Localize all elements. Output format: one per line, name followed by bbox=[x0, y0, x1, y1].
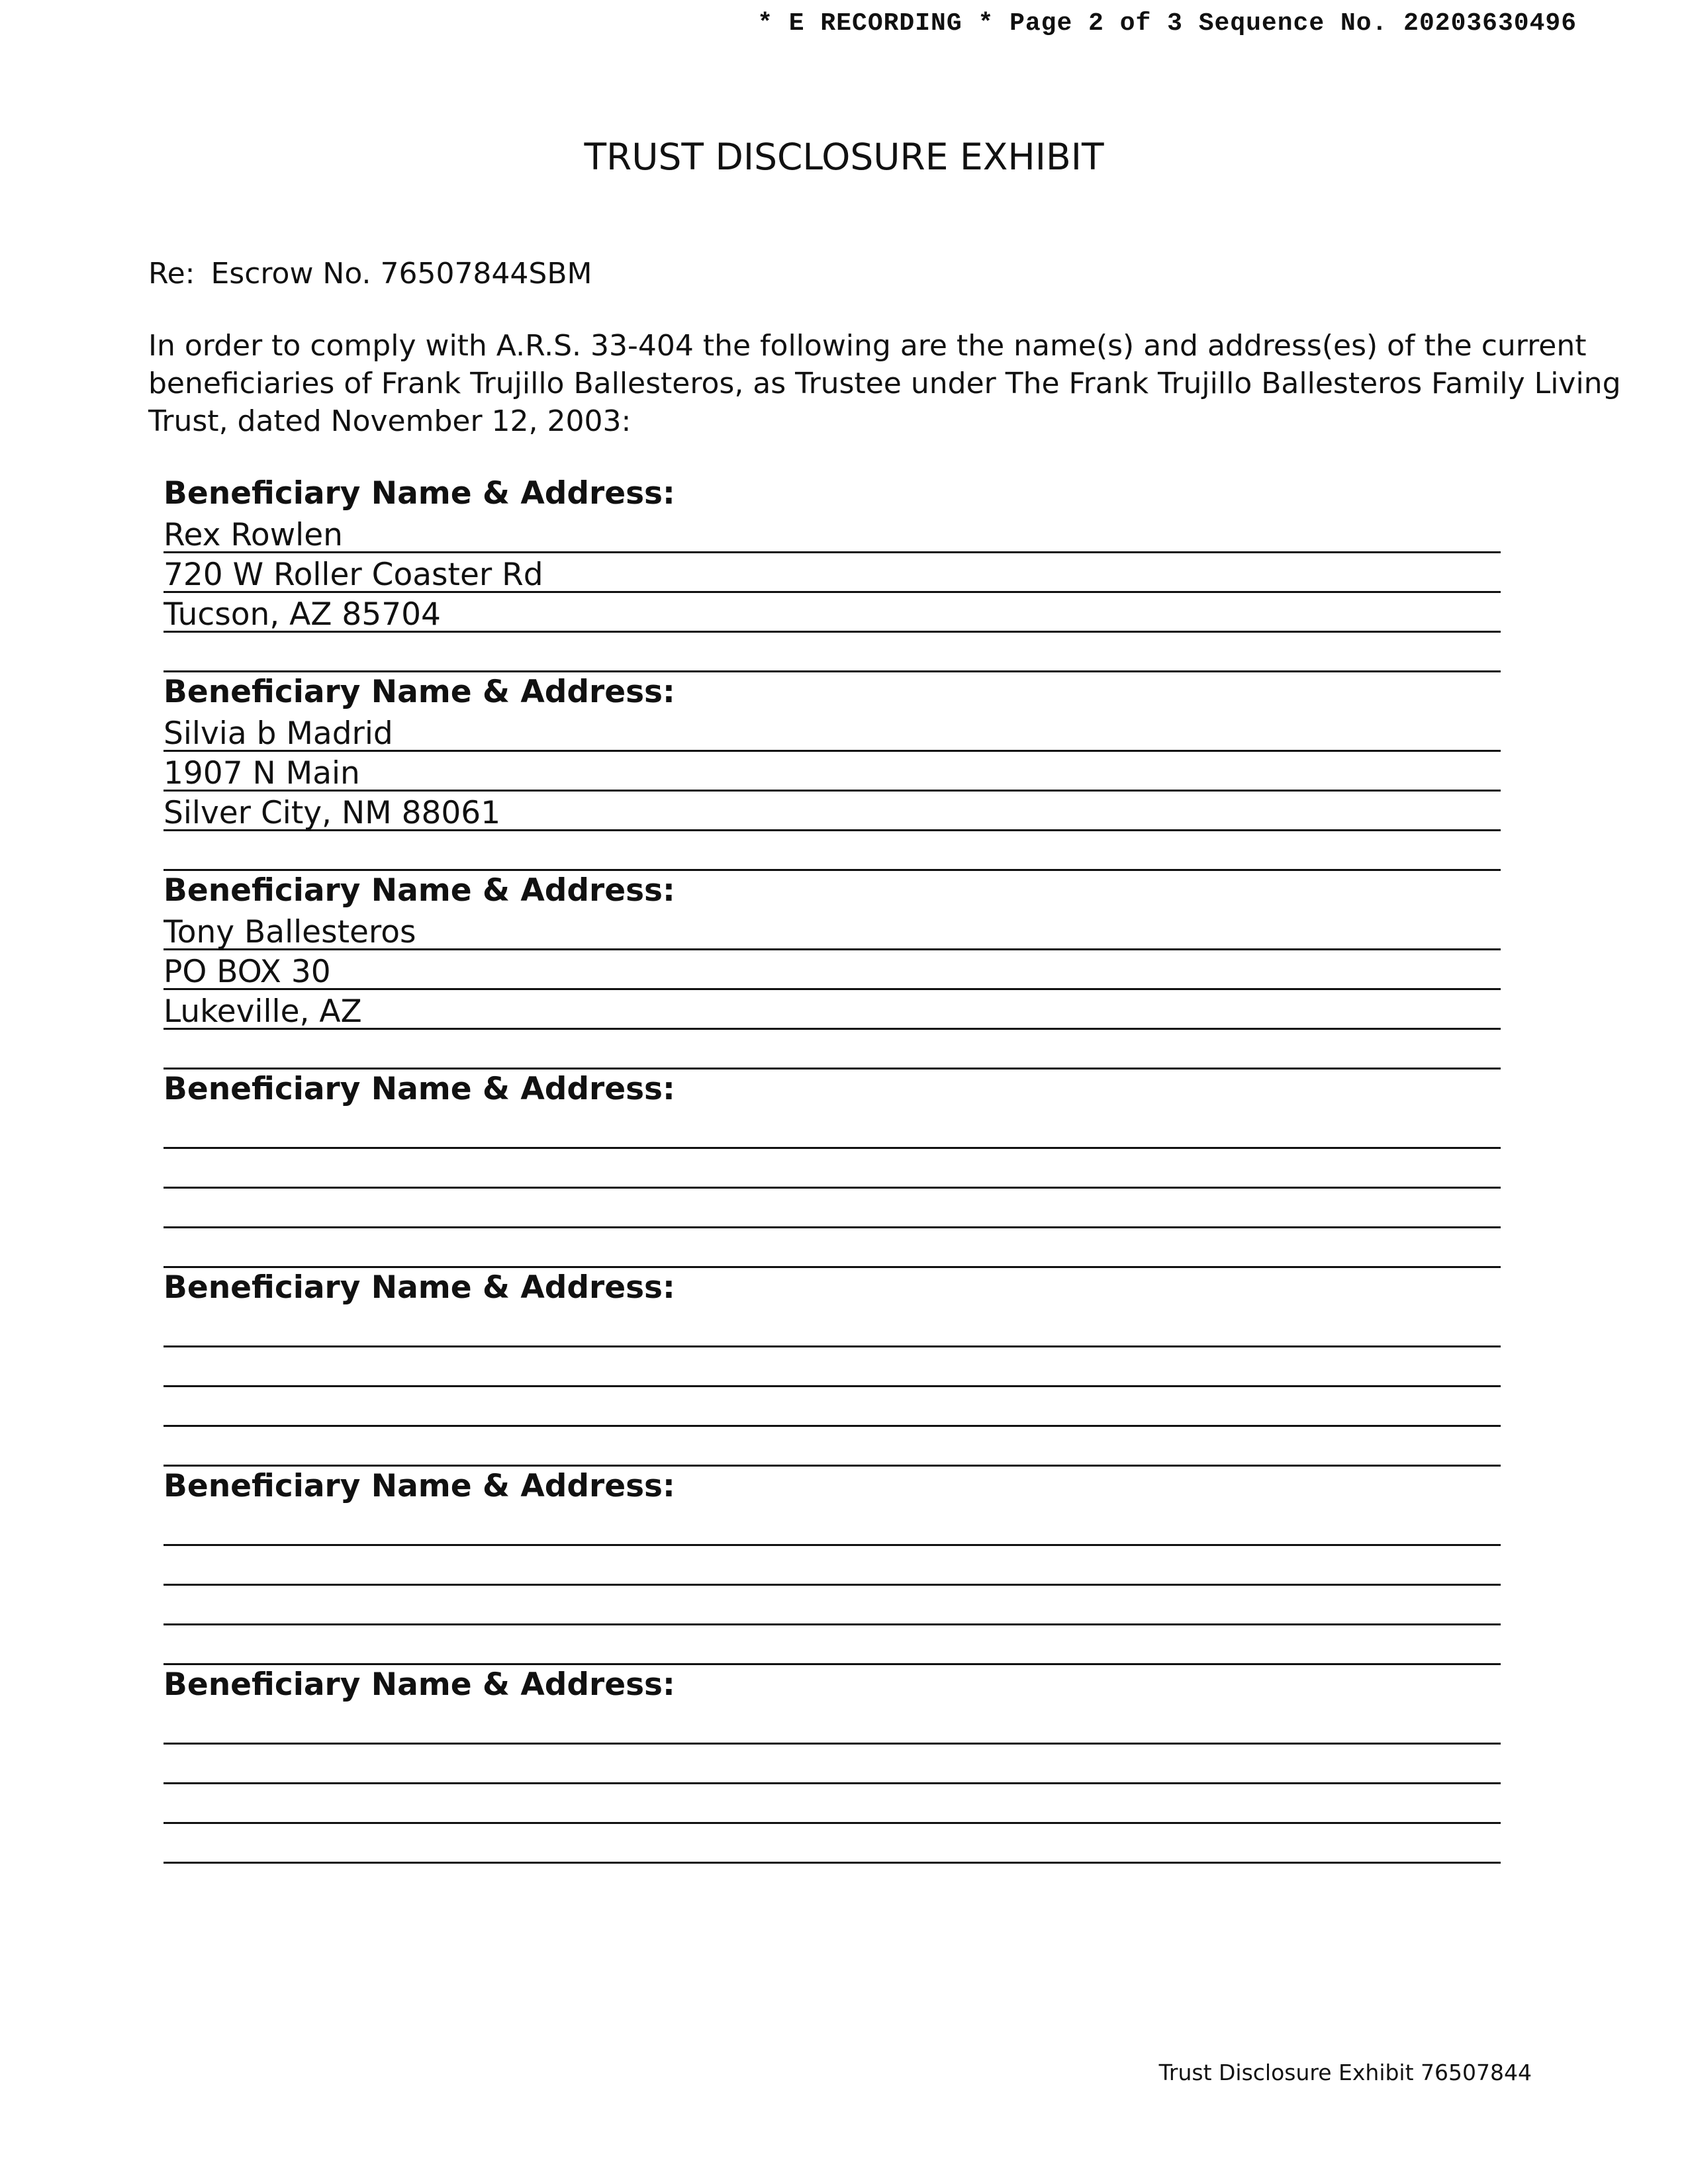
intro-line: In order to comply with A.R.S. 33-404 the following are the name(s) and address(es) of the current bbox=[148, 329, 1587, 363]
beneficiary-line bbox=[164, 1030, 1501, 1069]
beneficiary-line bbox=[164, 1427, 1501, 1467]
beneficiary-line bbox=[164, 1705, 1501, 1745]
beneficiary-line bbox=[164, 1149, 1501, 1189]
page-footer: Trust Disclosure Exhibit 76507844 bbox=[1158, 2060, 1532, 2085]
beneficiary-line bbox=[164, 831, 1501, 871]
beneficiary-line bbox=[164, 1546, 1501, 1586]
beneficiary-block-3 bbox=[164, 871, 1501, 1069]
beneficiary-heading: Beneficiary Name & Address: bbox=[164, 1666, 675, 1703]
beneficiary-line: 1907 N Main bbox=[164, 752, 1501, 792]
beneficiary-line: 720 W Roller Coaster Rd bbox=[164, 553, 1501, 593]
beneficiary-line bbox=[164, 1784, 1501, 1824]
beneficiary-line bbox=[164, 1228, 1501, 1268]
beneficiary-heading: Beneficiary Name & Address: bbox=[164, 1468, 675, 1504]
beneficiary-line: Tucson, AZ 85704 bbox=[164, 593, 1501, 633]
beneficiary-heading: Beneficiary Name & Address: bbox=[164, 872, 675, 909]
beneficiary-line bbox=[164, 1745, 1501, 1784]
intro-line: beneficiaries of Frank Trujillo Ballesteros, as Trustee under The Frank Trujillo Ballesteros Family Living bbox=[148, 367, 1621, 400]
beneficiary-line bbox=[164, 1347, 1501, 1387]
recording-stamp: * E RECORDING * Page 2 of 3 Sequence No. 20203630496 bbox=[757, 9, 1577, 38]
beneficiary-line bbox=[164, 1308, 1501, 1347]
beneficiary-line bbox=[164, 1506, 1501, 1546]
beneficiary-line: Silver City, NM 88061 bbox=[164, 792, 1501, 831]
beneficiary-line bbox=[164, 1625, 1501, 1665]
intro-paragraph bbox=[148, 327, 1621, 440]
beneficiary-line bbox=[164, 1824, 1501, 1864]
escrow-reference bbox=[148, 257, 592, 291]
beneficiary-line bbox=[164, 1387, 1501, 1427]
beneficiary-line bbox=[164, 633, 1501, 672]
beneficiary-line: Silvia b Madrid bbox=[164, 712, 1501, 752]
escrow-number: Escrow No. 76507844SBM bbox=[211, 257, 592, 291]
intro-line: Trust, dated November 12, 2003: bbox=[148, 404, 632, 438]
beneficiary-block-6 bbox=[164, 1467, 1501, 1665]
beneficiary-heading: Beneficiary Name & Address: bbox=[164, 475, 675, 512]
beneficiary-block-5 bbox=[164, 1268, 1501, 1467]
beneficiary-heading: Beneficiary Name & Address: bbox=[164, 674, 675, 710]
beneficiary-block-1 bbox=[164, 474, 1501, 672]
beneficiary-block-4 bbox=[164, 1069, 1501, 1268]
beneficiary-block-7 bbox=[164, 1665, 1501, 1864]
beneficiary-line: PO BOX 30 bbox=[164, 950, 1501, 990]
beneficiary-heading: Beneficiary Name & Address: bbox=[164, 1269, 675, 1306]
beneficiary-line bbox=[164, 1189, 1501, 1228]
document-title: TRUST DISCLOSURE EXHIBIT bbox=[584, 136, 1104, 178]
beneficiary-line: Tony Ballesteros bbox=[164, 911, 1501, 950]
beneficiary-line: Lukeville, AZ bbox=[164, 990, 1501, 1030]
re-label: Re: bbox=[148, 257, 195, 291]
beneficiary-line bbox=[164, 1586, 1501, 1625]
beneficiary-line: Rex Rowlen bbox=[164, 514, 1501, 553]
beneficiary-block-2 bbox=[164, 672, 1501, 871]
beneficiary-line bbox=[164, 1109, 1501, 1149]
beneficiary-heading: Beneficiary Name & Address: bbox=[164, 1071, 675, 1107]
